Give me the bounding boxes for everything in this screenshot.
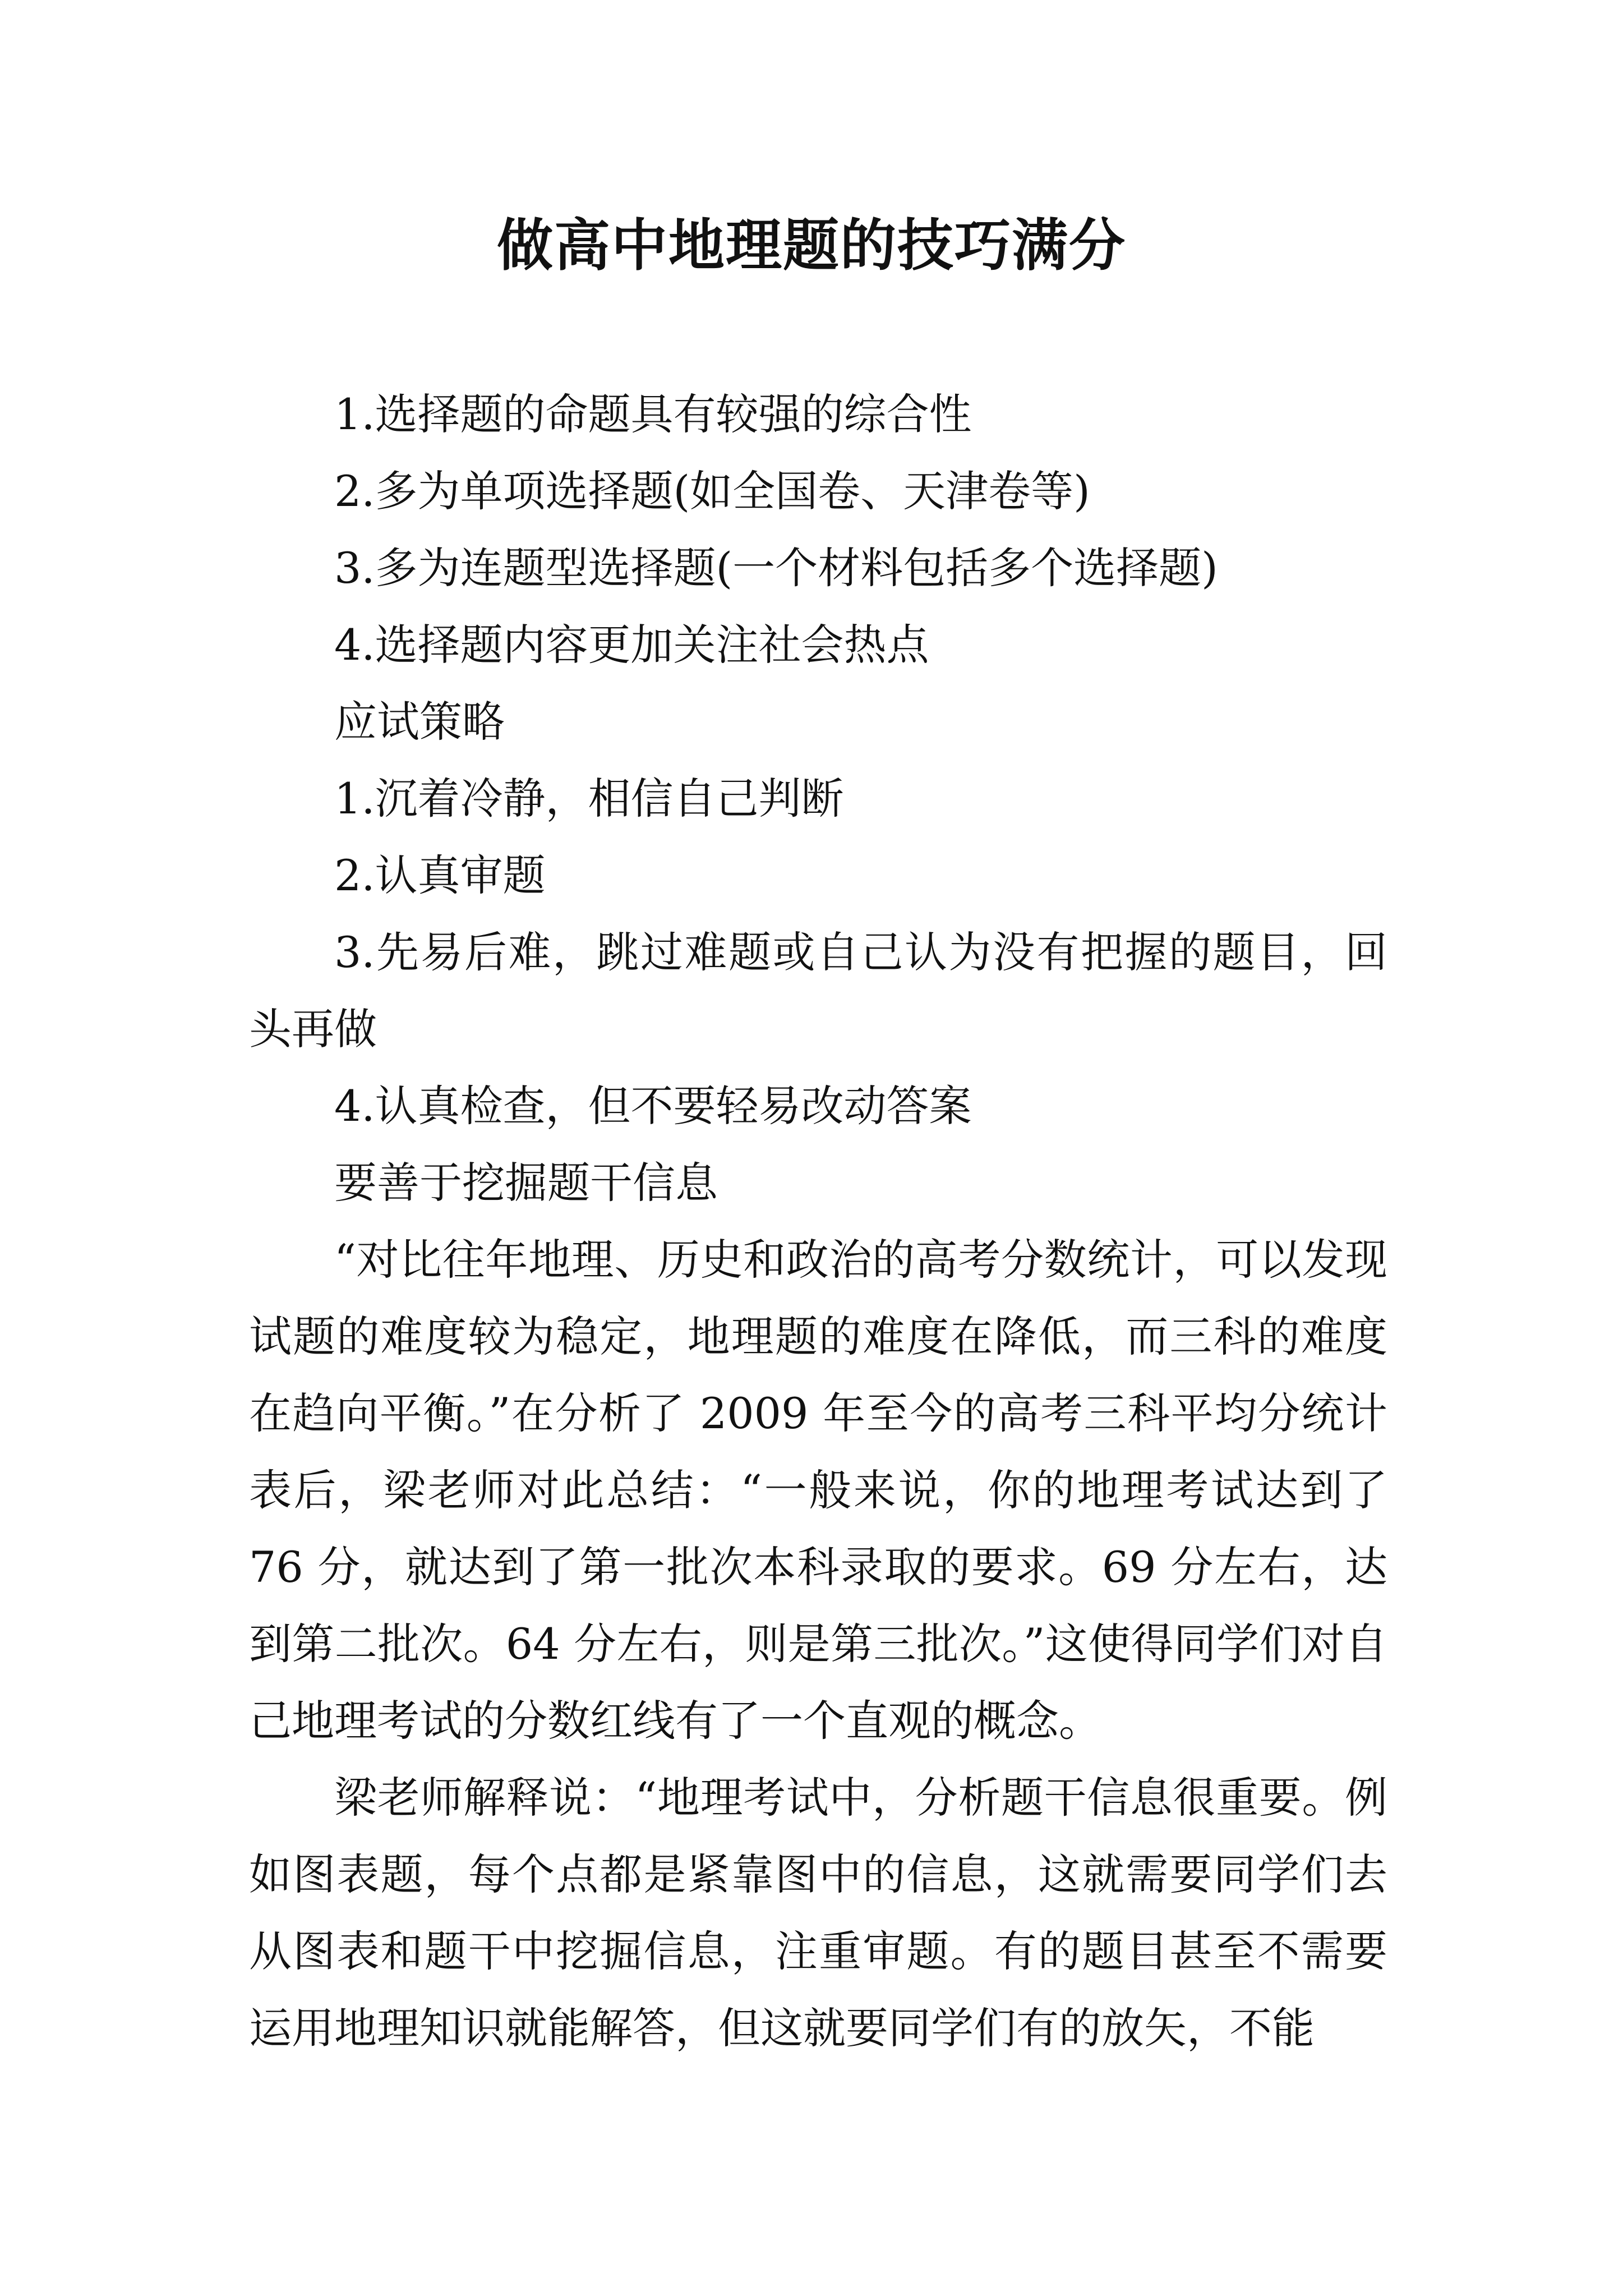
list-item: 2.认真审题 bbox=[334, 850, 546, 900]
paragraph: 梁老师解释说：“地理考试中，分析题干信息很重要。例如图表题，每个点都是紧靠图中的信息，这就需要同学们去从图表和题干中挖掘信息，注重审题。有的题目甚至不需要运用地理知识就能解答，但这就要同学们有的放矢，不能 bbox=[249, 1773, 1387, 2053]
paragraph: “对比往年地理、历史和政治的高考分数统计，可以发现试题的难度较为稳定，地理题的难度在降低，而三科的难度在趋向平衡。”在分析了 2009 年至今的高考三科平均分统计表后，梁老师对此总结：“一般来说，你的地理考试达到了 76 分，就达到了第一批次本科录取的要求。69 分左右，达到第二批次。64 分左右，则是第三批次。”这使得同学们对自己地理考试的分数红线有了一个直观的概念。 bbox=[249, 1235, 1387, 1746]
section-heading: 应试策略 bbox=[334, 697, 505, 747]
list-item: 3.先易后难，跳过难题或自己认为没有把握的题目，回头再做 bbox=[249, 927, 1387, 1054]
list-item: 2.多为单项选择题(如全国卷、天津卷等) bbox=[334, 466, 1090, 516]
list-item: 1.沉着冷静，相信自己判断 bbox=[334, 774, 844, 823]
section-heading: 要善于挖掘题干信息 bbox=[334, 1158, 718, 1208]
list-item: 1.选择题的命题具有较强的综合性 bbox=[334, 389, 972, 439]
document-body bbox=[249, 376, 1387, 2067]
document-title: 做高中地理题的技巧满分 bbox=[497, 212, 1126, 278]
list-item: 4.认真检查，但不要轻易改动答案 bbox=[334, 1081, 972, 1131]
list-item: 3.多为连题型选择题(一个材料包括多个选择题) bbox=[334, 543, 1218, 593]
list-item: 4.选择题内容更加关注社会热点 bbox=[334, 620, 929, 670]
